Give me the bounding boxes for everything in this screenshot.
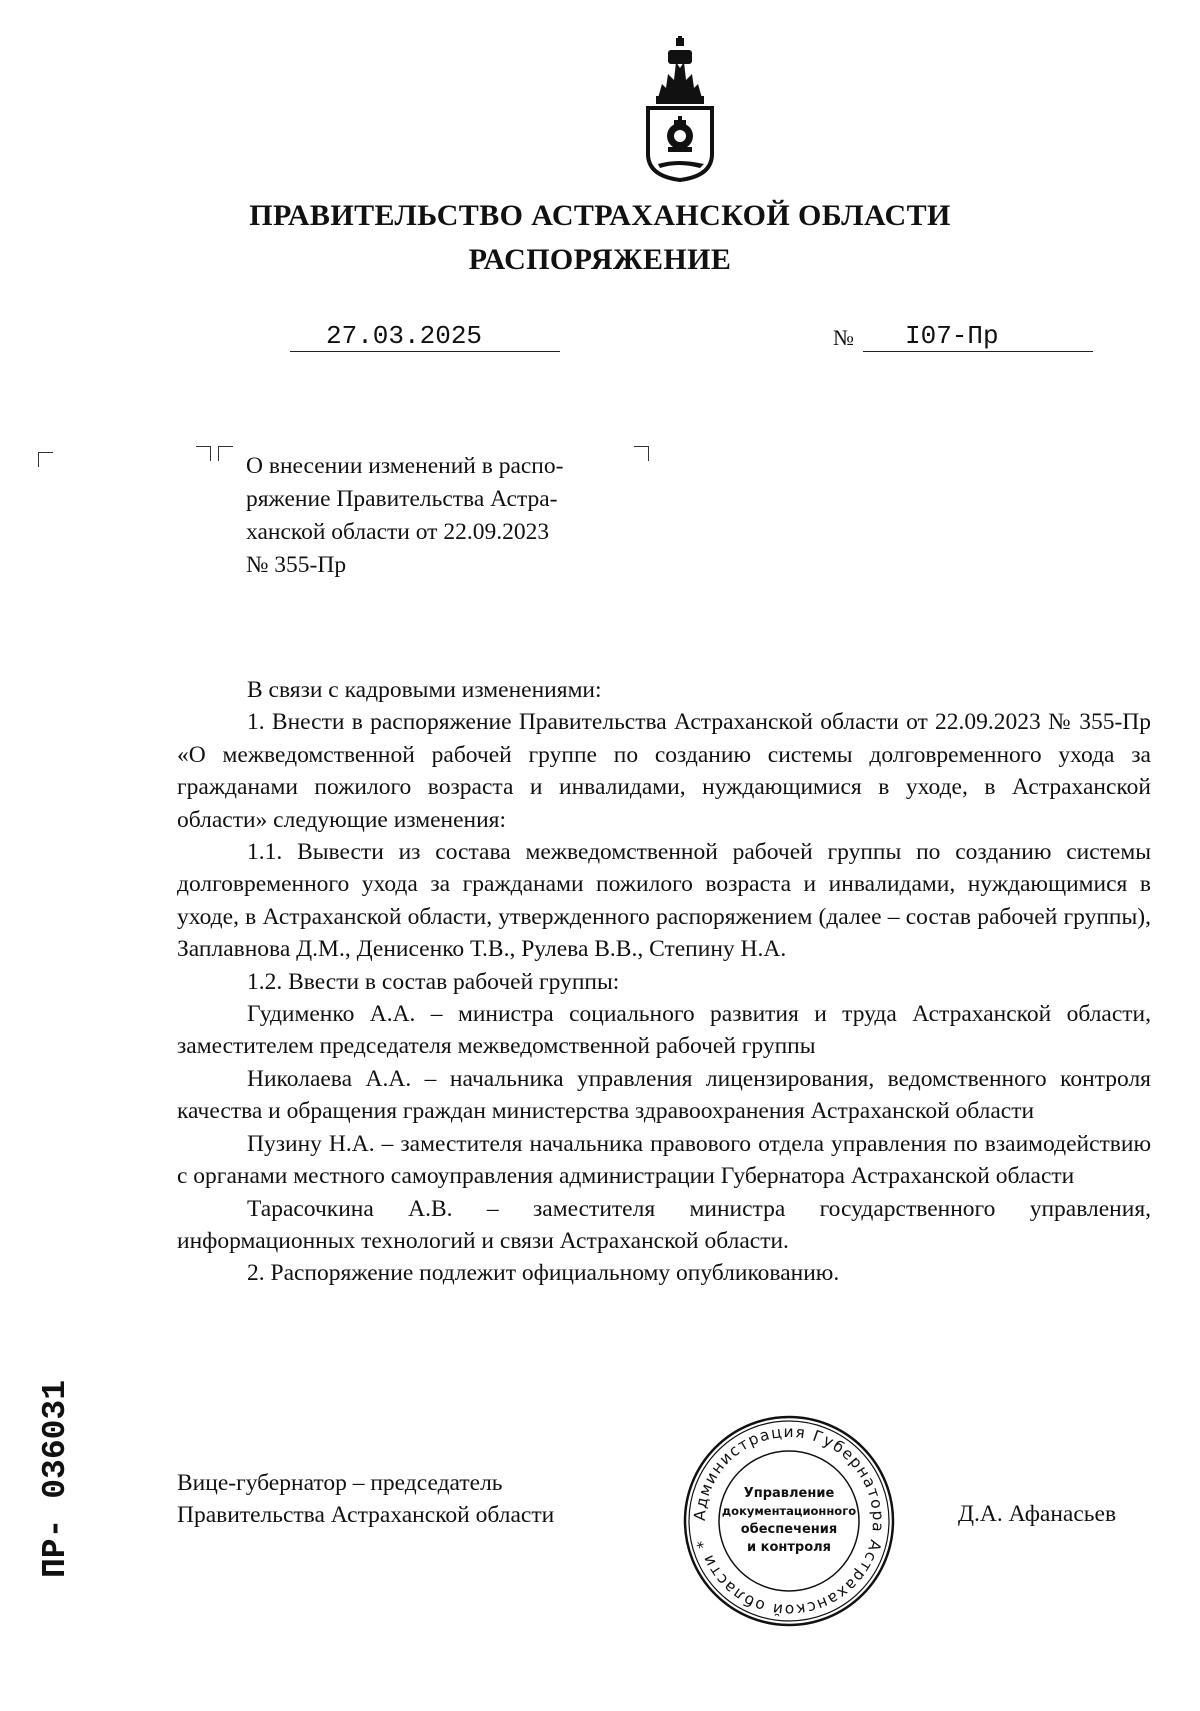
document-kind: РАСПОРЯЖЕНИЕ: [468, 243, 732, 276]
stamp-center-line: документационного: [721, 1504, 857, 1518]
official-stamp: [681, 1413, 897, 1629]
svg-text:Администрация Губернатора Астр: [691, 1423, 887, 1619]
signatory-role-line: Вице-губернатор – председатель: [177, 1470, 503, 1496]
number-sign: №: [833, 325, 854, 350]
document-number: I07-Пр: [863, 320, 1093, 352]
subject-line: ханской области от 22.09.2023: [246, 519, 550, 545]
body-paragraph: Пузину Н.А. – заместителя начальника правового отдела управления по взаимодействию с органами местного самоуправления администрации Губернатора Астраханской области: [177, 1130, 1151, 1190]
registration-number: [26, 1380, 74, 1580]
body-paragraph: Николаева А.А. – начальника управления лицензирования, ведомственного контроля качества и обращения граждан министерства здравоохранения Астраханской области: [177, 1065, 1151, 1125]
body-paragraph: 1. Внести в распоряжение Правительства Астраханской области от 22.09.2023 № 355-Пр «О межведомственной рабочей группе по созданию системы долговременного ухода за гражданами пожилого возраста и инвалидами, нуждающимися в уходе, в Астраханской области» следующие изменения:: [177, 709, 1151, 833]
body-paragraph: Гудименко А.А. – министра социального развития и труда Астраханской области, заместителем председателя межведомственной рабочей группы: [177, 1001, 1151, 1060]
subject-line: № 355-Пр: [246, 552, 347, 578]
stamp-center-line: и контроля: [746, 1540, 832, 1555]
signatory-role: [177, 1467, 554, 1532]
body-paragraph: 1.2. Ввести в состав рабочей группы:: [247, 968, 620, 995]
signatory-role-line: Правительства Астраханской области: [177, 1502, 555, 1529]
document-subject: [246, 450, 632, 582]
registration-number-text: ПР- 036031: [37, 1380, 74, 1578]
body-paragraph: В связи с кадровыми изменениями:: [247, 677, 602, 703]
corner-mark: [38, 452, 53, 467]
body-paragraph: Тарасочкина А.В. – заместителя министра государственного управления, информационных технологий и связи Астраханской области.: [177, 1195, 1151, 1254]
body-paragraph: 2. Распоряжение подлежит официальному опубликованию.: [247, 1260, 840, 1287]
body-paragraph: 1.1. Вывести из состава межведомственной рабочей группы по созданию системы долговременного ухода за гражданами пожилого возраста и инвалидами, нуждающимися в уходе, в Астраханской области, утвержденного распоряжением (далее – состав рабочей группы), Заплавнова Д.М., Денисенко Т.В., Рулева В.В., Степину Н.А.: [177, 839, 1151, 963]
corner-mark: [218, 446, 233, 461]
document-date: 27.03.2025: [290, 320, 560, 352]
government-title: ПРАВИТЕЛЬСТВО АСТРАХАНСКОЙ ОБЛАСТИ: [249, 199, 951, 232]
document-body: [177, 674, 1151, 1290]
corner-mark: [634, 446, 649, 461]
corner-mark: [196, 446, 211, 461]
stamp-center-line: Управление: [743, 1486, 835, 1501]
stamp-ring-text: Администрация Губернатора Астраханской области *: [690, 1422, 888, 1620]
signatory-name: Д.А. Афанасьев: [958, 1501, 1117, 1527]
stamp-center-line: обеспечения: [740, 1522, 838, 1537]
astrakhan-coat-of-arms-icon: [638, 36, 722, 182]
subject-line: О внесении изменений в распо-: [246, 453, 564, 479]
subject-line: ряжение Правительства Астра-: [246, 486, 558, 512]
